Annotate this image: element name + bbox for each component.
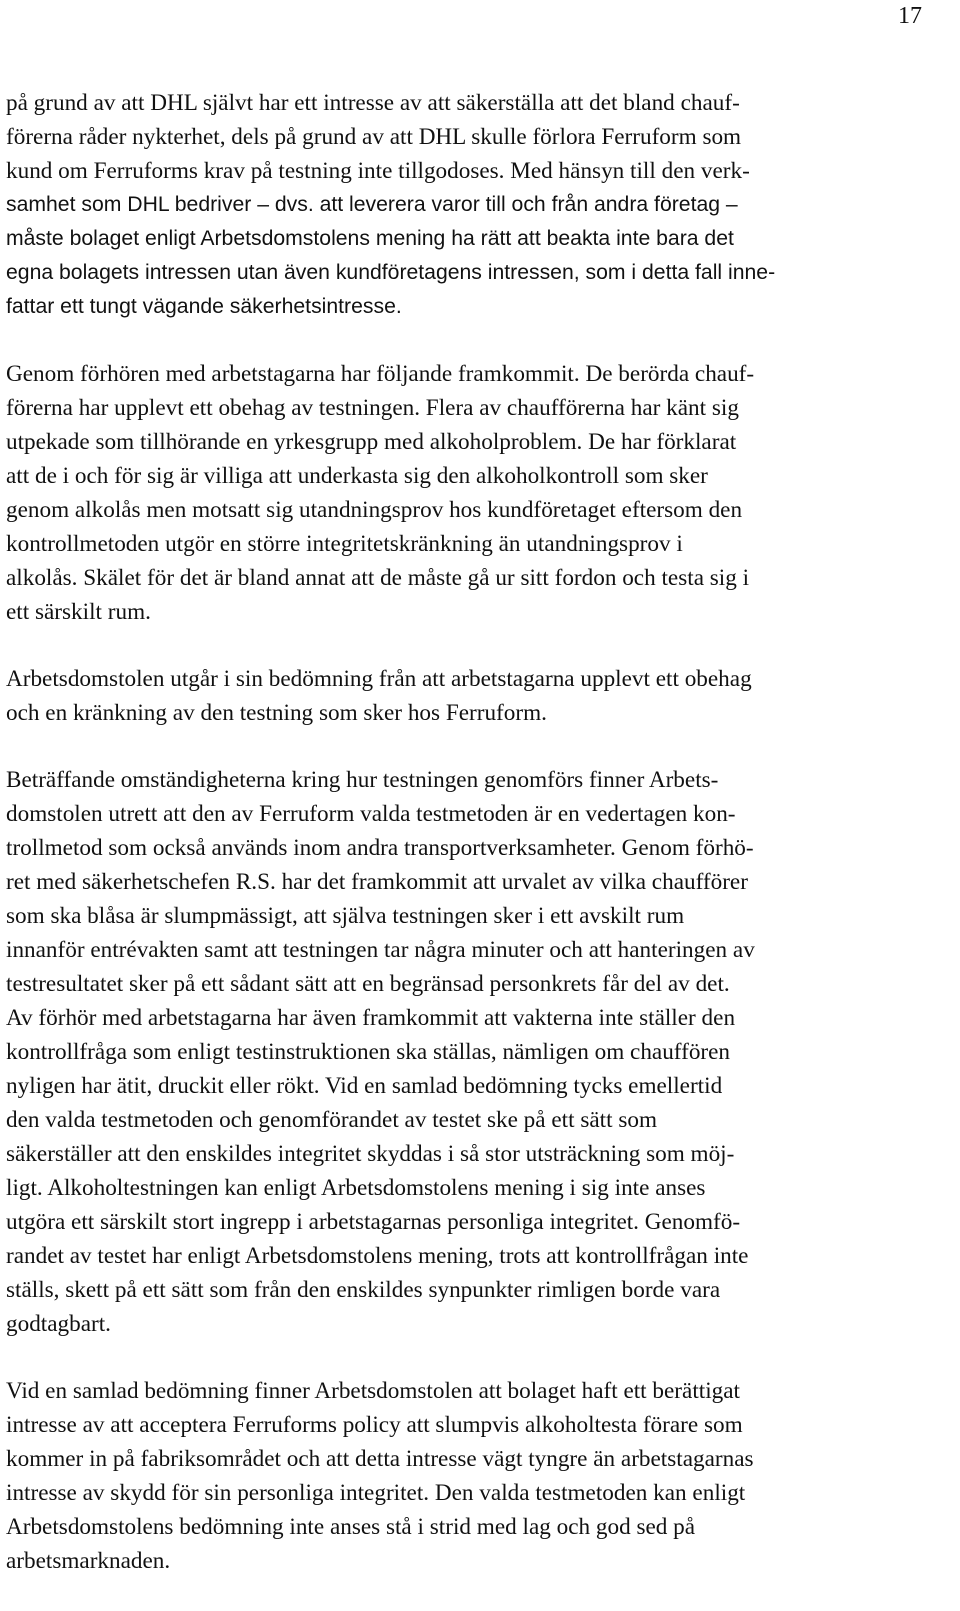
- page-number: 17: [898, 3, 922, 29]
- text-line: Arbetsdomstolens bedömning inte anses stå i strid med lag och god sed på: [6, 1514, 696, 1540]
- text-line: intresse av skydd för sin personliga integritet. Den valda testmetoden kan enligt: [6, 1480, 746, 1506]
- text-line: ett särskilt rum.: [6, 599, 151, 625]
- text-line: måste bolaget enligt Arbetsdomstolens mening ha rätt att beakta inte bara det: [6, 227, 734, 250]
- paragraph-4: [6, 763, 950, 1341]
- text-line: alkolås. Skälet för det är bland annat att de måste gå ur sitt fordon och testa sig i: [6, 565, 750, 591]
- paragraph-1: [6, 86, 950, 324]
- text-line: kontrollfråga som enligt testinstruktionen ska ställas, nämligen om chauffören: [6, 1039, 731, 1065]
- text-line: kommer in på fabriksområdet och att detta intresse vägt tyngre än arbetstagarnas: [6, 1446, 754, 1472]
- text-line: kontrollmetoden utgör en större integritetskränkning än utandningsprov i: [6, 531, 683, 557]
- text-line: domstolen utrett att den av Ferruform valda testmetoden är en vedertagen kon-: [6, 801, 736, 827]
- text-line: samhet som DHL bedriver – dvs. att leverera varor till och från andra företag –: [6, 193, 738, 216]
- text-line: Vid en samlad bedömning finner Arbetsdomstolen att bolaget haft ett berättigat: [6, 1378, 740, 1404]
- text-line: som ska blåsa är slumpmässigt, att själva testningen sker i ett avskilt rum: [6, 903, 685, 929]
- text-line: arbetsmarknaden.: [6, 1548, 171, 1574]
- text-line: fattar ett tungt vägande säkerhetsintresse.: [6, 295, 402, 318]
- text-line: innanför entrévakten samt att testningen tar några minuter och att hanteringen av: [6, 937, 755, 963]
- text-line: förerna råder nykterhet, dels på grund av att DHL skulle förlora Ferruform som: [6, 124, 742, 150]
- text-line: Beträffande omständigheterna kring hur testningen genomförs finner Arbets-: [6, 767, 719, 793]
- paragraph-5: [6, 1374, 950, 1578]
- paragraph-3: [6, 662, 950, 730]
- text-line: Genom förhören med arbetstagarna har följande framkommit. De berörda chauf-: [6, 361, 755, 387]
- text-line: och en kränkning av den testning som sker hos Ferruform.: [6, 700, 547, 726]
- text-line: ställs, skett på ett sätt som från den enskildes synpunkter rimligen borde vara: [6, 1277, 721, 1303]
- text-line: randet av testet har enligt Arbetsdomstolens mening, trots att kontrollfrågan inte: [6, 1243, 749, 1269]
- text-line: säkerställer att den enskildes integritet skyddas i så stor utsträckning som möj-: [6, 1141, 735, 1167]
- text-line: på grund av att DHL självt har ett intresse av att säkerställa att det bland chauf-: [6, 90, 740, 116]
- text-line: nyligen har ätit, druckit eller rökt. Vid en samlad bedömning tycks emellertid: [6, 1073, 723, 1099]
- text-line: att de i och för sig är villiga att underkasta sig den alkoholkontroll som sker: [6, 463, 708, 489]
- text-line: testresultatet sker på ett sådant sätt att en begränsad personkrets får del av det.: [6, 971, 730, 997]
- text-line: förerna har upplevt ett obehag av testningen. Flera av chaufförerna har känt sig: [6, 395, 739, 421]
- text-line: intresse av att acceptera Ferruforms policy att slumpvis alkoholtesta förare som: [6, 1412, 743, 1438]
- text-line: ligt. Alkoholtestningen kan enligt Arbetsdomstolens mening i sig inte anses: [6, 1175, 706, 1201]
- text-line: kund om Ferruforms krav på testning inte tillgodoses. Med hänsyn till den verk-: [6, 158, 750, 184]
- text-line: genom alkolås men motsatt sig utandningsprov hos kundföretaget eftersom den: [6, 497, 743, 523]
- document-body: [6, 86, 950, 1611]
- text-line: ret med säkerhetschefen R.S. har det framkommit att urvalet av vilka chaufförer: [6, 869, 748, 895]
- text-line: Av förhör med arbetstagarna har även framkommit att vakterna inte ställer den: [6, 1005, 736, 1031]
- paragraph-2: [6, 357, 950, 629]
- text-line: godtagbart.: [6, 1311, 111, 1337]
- text-line: utpekade som tillhörande en yrkesgrupp med alkoholproblem. De har förklarat: [6, 429, 737, 455]
- text-line: egna bolagets intressen utan även kundföretagens intressen, som i detta fall inne-: [6, 261, 776, 284]
- text-line: Arbetsdomstolen utgår i sin bedömning från att arbetstagarna upplevt ett obehag: [6, 666, 752, 692]
- text-line: utgöra ett särskilt stort ingrepp i arbetstagarnas personliga integritet. Genomfö-: [6, 1209, 741, 1235]
- text-line: trollmetod som också används inom andra transportverksamheter. Genom förhö-: [6, 835, 754, 861]
- text-line: den valda testmetoden och genomförandet av testet ske på ett sätt som: [6, 1107, 657, 1133]
